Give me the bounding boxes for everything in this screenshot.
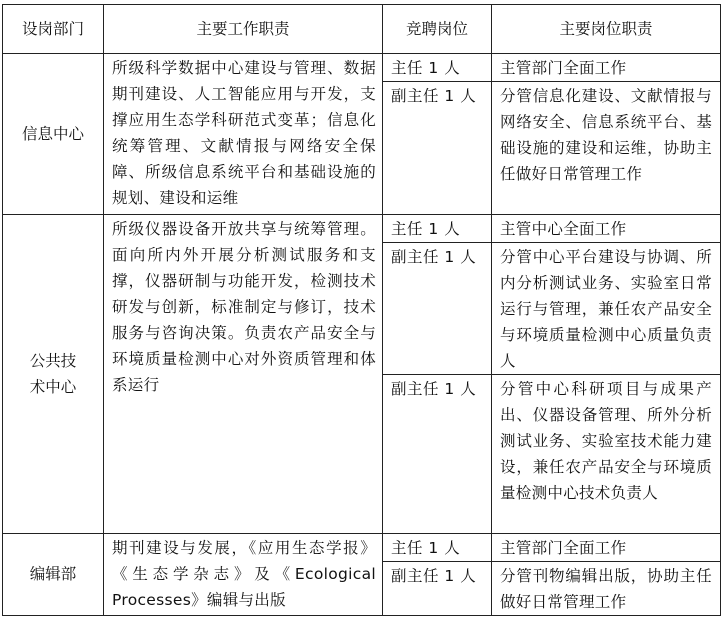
- position-title: 主任 1 人: [383, 533, 492, 561]
- header-pos-duties: 主要岗位职责: [492, 5, 721, 54]
- position-title: 主任 1 人: [383, 214, 492, 242]
- job-positions-table: [2, 4, 721, 616]
- table-header-row: [3, 5, 721, 54]
- table-row: [3, 533, 721, 561]
- dept-duties: 所级科学数据中心建设与管理、数据期刊建设、人工智能应用与开发，支撑应用生态学科研范式变革；信息化统筹管理、文献情报与网络安全保障、所级信息系统平台和基础设施的规划、建设和运维: [104, 54, 383, 215]
- dept-cell: [3, 54, 104, 215]
- position-resp: 主管中心全面工作: [492, 214, 721, 242]
- table-row: [3, 54, 721, 82]
- position-resp: 分管刊物编辑出版，协助主任做好日常管理工作: [492, 561, 721, 615]
- table-row: [3, 214, 721, 242]
- position-resp: 主管部门全面工作: [492, 533, 721, 561]
- dept-cell: [3, 533, 104, 615]
- dept-cell: [3, 214, 104, 533]
- position-title: 主任 1 人: [383, 54, 492, 82]
- dept-name: 公共技术中心: [29, 351, 77, 396]
- position-title: 副主任 1 人: [383, 82, 492, 214]
- header-position: 竞聘岗位: [383, 5, 492, 54]
- dept-name: 信息中心: [21, 124, 84, 143]
- header-duties: 主要工作职责: [104, 5, 383, 54]
- dept-name: 编辑部: [29, 565, 77, 584]
- position-resp: 分管信息化建设、文献情报与网络安全、信息系统平台、基础设施的建设和运维，协助主任做好日常管理工作: [492, 82, 721, 214]
- position-title: 副主任 1 人: [383, 242, 492, 374]
- position-resp: 分管中心科研项目与成果产出、仪器设备管理、所外分析测试业务、实验室技术能力建设，兼任农产品安全与环境质量检测中心技术负责人: [492, 375, 721, 534]
- position-title: 副主任 1 人: [383, 375, 492, 534]
- position-resp: 主管部门全面工作: [492, 54, 721, 82]
- dept-duties: 期刊建设与发展，《应用生态学报》《生态学杂志》及《Ecological Processes》编辑与出版: [104, 533, 383, 615]
- dept-duties: 所级仪器设备开放共享与统筹管理。面向所内外开展分析测试服务和支撑，仪器研制与功能开发，检测技术研发与创新，标准制定与修订，技术服务与咨询决策。负责农产品安全与环境质量检测中心对外资质管理和体系运行: [104, 214, 383, 533]
- position-title: 副主任 1 人: [383, 561, 492, 615]
- header-dept: 设岗部门: [3, 5, 104, 54]
- position-resp: 分管中心平台建设与协调、所内分析测试业务、实验室日常运行与管理，兼任农产品安全与环境质量检测中心质量负责人: [492, 242, 721, 374]
